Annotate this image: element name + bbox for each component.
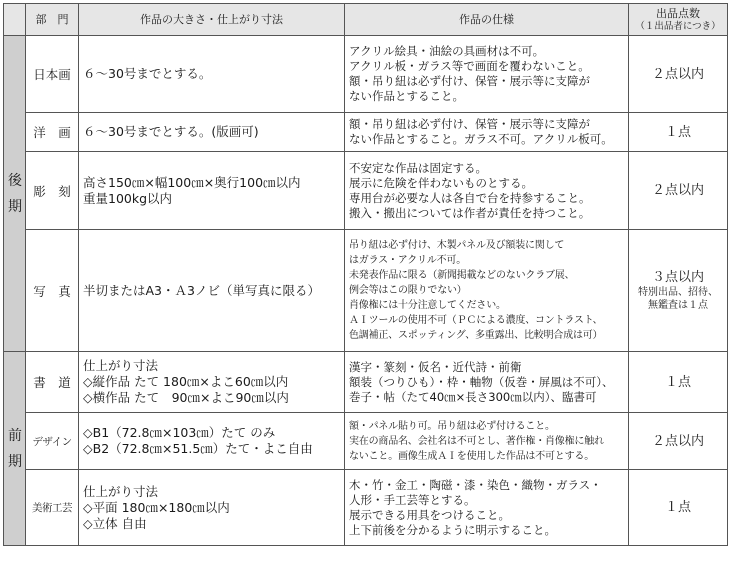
count-cell [629, 352, 728, 413]
period-late-char: 期 [8, 198, 22, 215]
spec-cell [345, 113, 629, 152]
spec-line: 木・竹・金工・陶磁・漆・染色・織物・ガラス・ [349, 477, 602, 492]
table-row [4, 352, 728, 413]
count-value: ２点以内 [651, 66, 704, 82]
size-line: ６～30号までとする。 [83, 66, 212, 81]
table-row [4, 113, 728, 152]
table-row [4, 36, 728, 113]
dept-cell: 写 真 [26, 230, 79, 352]
spec-line: 色調補正、スポッティング、多重露出、比較明合成は可） [349, 330, 603, 341]
spec-line: 上下前後を分かるように明示すること。 [349, 522, 556, 537]
count-cell [629, 470, 728, 546]
size-line: ◇立体 自由 [83, 515, 147, 531]
size-line: ６～30号までとする。(版画可) [83, 124, 259, 139]
header-count-sub: （１出品者につき） [635, 20, 721, 32]
table-row [4, 230, 728, 352]
size-cell [79, 113, 345, 152]
period-late-char: 後 [8, 172, 22, 189]
period-early-char: 前 [8, 427, 22, 444]
spec-cell [345, 413, 629, 470]
spec-line: 額・吊り紐は必ず付け、保管・展示等に支障が [349, 74, 591, 88]
count-value: ２点以内 [651, 433, 704, 449]
dept-cell: 日本画 [26, 36, 79, 113]
size-line: ◇B1（72.8㎝×103㎝）たて のみ [83, 425, 276, 440]
count-cell [629, 230, 728, 352]
dept-cell: 書 道 [26, 352, 79, 413]
header-count [629, 4, 728, 36]
size-line: 半切またはA3・Ａ3ノビ（単写真に限る） [83, 282, 320, 298]
spec-line: 展示できる用具をつけること。 [349, 507, 510, 522]
dept-cell: 洋 画 [26, 113, 79, 152]
spec-cell [345, 36, 629, 113]
period-early [4, 352, 26, 546]
spec-line: 実在の商品名、会社名は不可とし、著作権・肖像権に触れ [349, 435, 604, 447]
table-row [4, 413, 728, 470]
spec-line: 額・パネル貼り可。吊り紐は必ず付けること。 [349, 420, 555, 432]
dept-cell: デザイン [26, 413, 79, 470]
size-line: ◇横作品 たて 90㎝×よこ90㎝以内 [83, 390, 289, 405]
spec-line: ない作品とすること。 [349, 89, 464, 103]
spec-line: 展示に危険を伴わないものとする。 [349, 175, 533, 190]
spec-line: はガラス・アクリル不可。 [349, 255, 466, 266]
spec-line: 額装（つりひも）・枠・軸物（仮巻・屏風は不可）、 [349, 374, 614, 389]
size-line: 仕上がり寸法 [83, 483, 159, 499]
period-late [4, 36, 26, 352]
header-dept: 部 門 [26, 4, 79, 36]
size-cell [79, 352, 345, 413]
count-value: ３点以内 [651, 270, 704, 285]
spec-line: 搬入・搬出については作者が責任を持つこと。 [349, 205, 591, 220]
header-spec: 作品の仕様 [345, 4, 629, 36]
table-row [4, 470, 728, 546]
count-value: １点 [664, 500, 691, 515]
size-cell [79, 413, 345, 470]
count-cell [629, 36, 728, 113]
spec-cell [345, 352, 629, 413]
count-cell [629, 413, 728, 470]
spec-cell [345, 230, 629, 352]
header-count-label: 出品点数 [656, 6, 700, 20]
size-line: 仕上がり寸法 [83, 358, 159, 373]
count-note: 特別出品、招待、 [638, 287, 718, 298]
size-line: ◇縦作品 たて 180㎝×よこ60㎝以内 [83, 374, 289, 389]
spec-line: アクリル板・ガラス等で画面を覆わないこと。 [349, 59, 590, 73]
count-cell [629, 152, 728, 230]
spec-line: 人形・手工芸等とする。 [349, 492, 476, 507]
spec-line: 吊り紐は必ず付け、木製パネル及び額装に関して [349, 240, 565, 251]
size-line: ◇B2（72.8㎝×51.5㎝）たて・よこ自由 [83, 441, 313, 456]
count-note: 無鑑査は１点 [648, 300, 708, 311]
spec-line: 巻子・帖（たて40㎝×長さ300㎝以内）、臨書可 [349, 389, 597, 404]
size-line: 高さ150㎝×幅100㎝×奥行100㎝以内 [83, 174, 301, 190]
spec-line: ＡＩツールの使用不可（ＰＣによる濃度、コントラスト、 [349, 315, 603, 326]
count-cell [629, 113, 728, 152]
header-period [4, 4, 26, 36]
size-cell [79, 230, 345, 352]
size-line: 重量100kg以内 [83, 190, 173, 206]
table-row [4, 152, 728, 230]
spec-line: アクリル絵具・油絵の具画材は不可。 [349, 44, 545, 58]
spec-line: 漢字・篆刻・仮名・近代詩・前衛 [349, 359, 522, 374]
period-early-char: 期 [8, 453, 22, 470]
size-cell [79, 36, 345, 113]
size-cell [79, 152, 345, 230]
dept-cell: 美術工芸 [26, 470, 79, 546]
spec-line: 肖像権には十分注意してください。 [349, 300, 506, 311]
dept-cell: 彫 刻 [26, 152, 79, 230]
spec-line: 専用台が必要な人は各自で台を持参すること。 [349, 190, 591, 205]
spec-line: 額・吊り紐は必ず付け、保管・展示等に支障が [349, 117, 591, 131]
size-cell [79, 470, 345, 546]
count-value: １点 [664, 124, 691, 140]
spec-cell [345, 152, 629, 230]
spec-line: ないこと。画像生成ＡＩを使用した作品は不可とする。 [349, 450, 594, 462]
header-row [4, 4, 728, 36]
spec-cell [345, 470, 629, 546]
spec-line: ない作品とすること。ガラス不可。アクリル板可。 [349, 132, 613, 146]
spec-line: 未発表作品に限る（新聞掲載などのないクラブ展、 [349, 270, 575, 281]
count-value: ２点以内 [651, 183, 704, 198]
spec-line: 例会等はこの限りでない） [349, 285, 467, 296]
spec-line: 不安定な作品は固定する。 [349, 160, 487, 175]
count-value: １点 [664, 374, 691, 390]
size-line: ◇平面 180㎝×180㎝以内 [83, 499, 230, 515]
header-size: 作品の大きさ・仕上がり寸法 [79, 4, 345, 36]
exhibition-rules-table [3, 3, 728, 546]
